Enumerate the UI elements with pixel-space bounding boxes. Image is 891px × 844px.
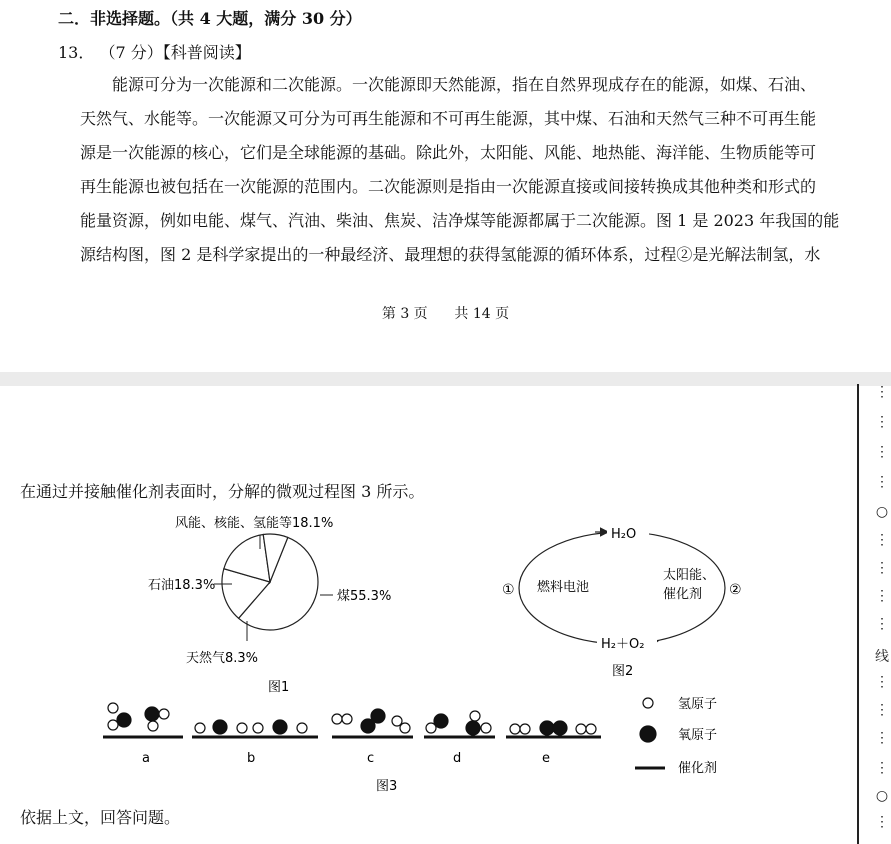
margin-dots: ⋮ bbox=[875, 444, 889, 460]
figure3-micro-process bbox=[95, 695, 775, 800]
step-a-molecules bbox=[108, 703, 169, 731]
legend-hydrogen-label: 氢原子 bbox=[678, 697, 718, 712]
paragraph-line: 能量资源，例如电能、煤气、汽油、柴油、焦炭、洁净煤等能源都属于二次能源。图 1 是 2023 年我国的能 bbox=[80, 211, 840, 230]
figure2-cycle-diagram bbox=[495, 515, 755, 685]
pie-label-coal: 煤55.3% bbox=[337, 589, 392, 604]
paragraph-line: 能源可分为一次能源和二次能源。一次能源即天然能源，指在自然界现成存在的能源，如煤、石油、 bbox=[112, 75, 817, 94]
cycle-bottom-h2o2: H₂＋O₂ bbox=[601, 637, 645, 652]
pie-label-oil: 石油18.3% bbox=[148, 578, 216, 593]
question-number: 13． bbox=[58, 43, 95, 62]
catalyst-label: 催化剂 bbox=[663, 587, 703, 602]
paragraph-line: 再生能源也被包括在一次能源的范围内。二次能源则是指由一次能源直接或间接转换成其他种类和形式的 bbox=[80, 177, 817, 196]
legend-oxygen-icon bbox=[640, 726, 656, 742]
step-label-e: e bbox=[542, 751, 550, 766]
pie-label-gas: 天然气8.3% bbox=[186, 651, 259, 666]
paragraph-line: 天然气、水能等。一次能源又可分为可再生能源和不可再生能源，其中煤、石油和天然气三种不可再生能 bbox=[80, 109, 817, 128]
margin-dots: ⋮ bbox=[875, 588, 889, 604]
paragraph-line: 源结构图，图 2 是科学家提出的一种最经济、最理想的获得氢能源的循环体系，过程②是光解法制氢，水 bbox=[80, 245, 821, 264]
margin-circle: ○ bbox=[875, 504, 889, 520]
legend-hydrogen-icon bbox=[643, 698, 653, 708]
margin-dots: ⋮ bbox=[875, 760, 889, 776]
pie-label-wind: 风能、核能、氢能等18.1% bbox=[175, 516, 334, 531]
section-heading: 二．非选择题。（共 4 大题，满分 30 分） bbox=[58, 9, 362, 28]
margin-mark: 线 bbox=[875, 649, 889, 665]
question-header bbox=[58, 40, 251, 63]
margin-dots: ⋮ bbox=[875, 560, 889, 576]
margin-dots: ⋮ bbox=[875, 474, 889, 490]
solar-label: 太阳能、 bbox=[663, 568, 716, 583]
margin-dots: ⋮ bbox=[875, 414, 889, 430]
margin-dots: ⋮ bbox=[875, 616, 889, 632]
binding-margin bbox=[872, 384, 891, 844]
process-1-marker: ① bbox=[502, 582, 515, 598]
continuation-text: 在通过并接触催化剂表面时，分解的微观过程图 3 所示。 bbox=[20, 482, 425, 501]
paragraph-line: 源是一次能源的核心，它们是全球能源的基础。除此外，太阳能、风能、地热能、海洋能、生物质能等可 bbox=[80, 143, 817, 162]
margin-dots: ⋮ bbox=[875, 814, 889, 830]
pie-slices bbox=[222, 534, 318, 630]
margin-dots: ⋮ bbox=[875, 730, 889, 746]
step-label-b: b bbox=[247, 751, 256, 766]
margin-dots: ⋮ bbox=[875, 674, 889, 690]
answer-prompt: 依据上文，回答问题。 bbox=[20, 808, 181, 827]
step-label-d: d bbox=[453, 751, 462, 766]
step-c-molecules bbox=[332, 709, 410, 733]
process-2-marker: ② bbox=[729, 582, 742, 598]
margin-dots: ⋮ bbox=[875, 384, 889, 400]
step-b-atoms bbox=[195, 720, 307, 734]
margin-circle: ○ bbox=[875, 788, 889, 804]
step-e-molecules bbox=[510, 721, 596, 735]
binding-line bbox=[857, 384, 859, 844]
fuel-cell-label: 燃料电池 bbox=[537, 580, 590, 595]
figure1-pie-chart bbox=[120, 505, 420, 700]
page-separator bbox=[0, 372, 891, 386]
step-label-a: a bbox=[142, 751, 150, 766]
margin-dots: ⋮ bbox=[875, 532, 889, 548]
margin-dots: ⋮ bbox=[875, 702, 889, 718]
page-footer: 第 3 页 共 14 页 bbox=[381, 306, 510, 322]
figure1-caption: 图1 bbox=[268, 680, 290, 695]
figure3-caption: 图3 bbox=[376, 779, 398, 794]
figure2-caption: 图2 bbox=[612, 664, 634, 679]
step-label-c: c bbox=[367, 751, 375, 766]
question-points: （7 分）【科普阅读】 bbox=[99, 43, 251, 62]
cycle-top-h2o: H₂O bbox=[611, 527, 637, 542]
legend-oxygen-label: 氧原子 bbox=[678, 728, 718, 743]
legend-catalyst-label: 催化剂 bbox=[678, 761, 718, 776]
reading-paragraph bbox=[80, 68, 888, 272]
step-d-molecules bbox=[426, 711, 491, 735]
